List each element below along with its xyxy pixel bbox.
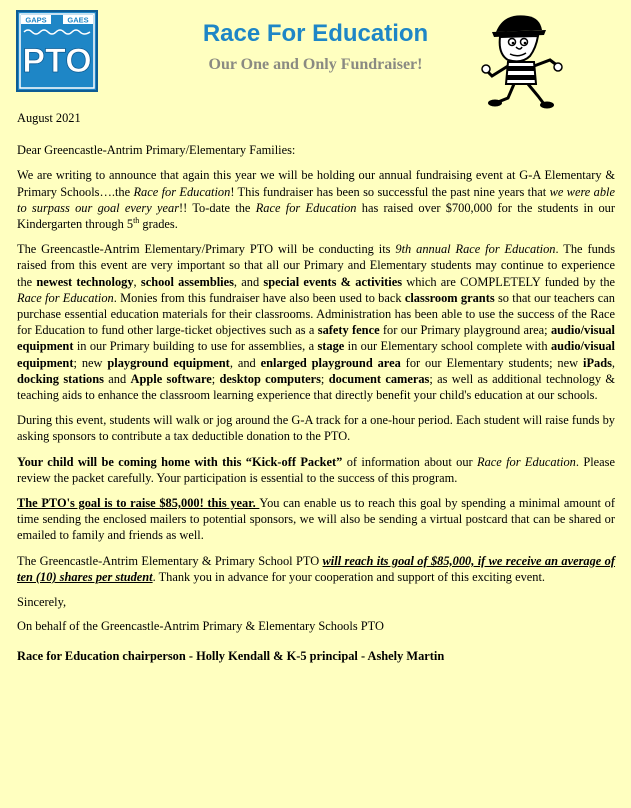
logo-right-text: GAES <box>67 15 89 25</box>
letter-date: August 2021 <box>17 111 81 125</box>
logo-left-text: GAPS <box>25 15 47 25</box>
letter-signature: Race for Education chairperson - Holly Kendall & K-5 principal - Ashely Martin <box>17 649 445 664</box>
page-subtitle: Our One and Only Fundraiser! <box>208 56 423 73</box>
letter-greeting: Dear Greencastle-Antrim Primary/Elementary Families: <box>17 143 296 158</box>
letter-behalf: On behalf of the Greencastle-Antrim Primary & Elementary Schools PTO <box>17 619 384 634</box>
paragraph-average: The Greencastle-Antrim Elementary & Primary School PTO will reach its goal of $85,000, if we receive an average of ten (10) shares per student. Thank you in advance for your cooperation and support of this exciting event. <box>17 553 615 584</box>
running-mascot-icon <box>478 10 564 110</box>
paragraph-intro: We are writing to announce that again this year we will be holding our annual fundraising event at G-A Elementary & Primary Schools….the Race for Education! This fundraiser has been so successful the past nine years that we were able to surpass our goal every year!! To-date the Race for Education has raised over $700,000 for the students in our Kindergarten through 5th grades. <box>17 168 615 232</box>
paragraph-kickoff: Your child will be coming home with this “Kick-off Packet” of information about our Race for Education. Please review the packet carefully. Your participation is essential to the success of this program. <box>17 454 615 485</box>
paragraph-event: During this event, students will walk or jog around the G-A track for a one-hour period. Each student will raise funds by asking sponsors to contribute a tax deductible donation to the PTO. <box>17 413 615 444</box>
paragraph-funds: The Greencastle-Antrim Elementary/Primary PTO will be conducting its 9th annual Race for Education. The funds raised from this event are very important so that all our Primary and Elementary students may continue to experience the newest technology, school assemblies, and special events & activities which are COMPLETELY funded by the Race for Education. Monies from this fundraiser have also been used to back classroom grants so that our teachers can purchase essential education materials for their classrooms. Administration has been able to use the success of the Race for Education to fund other large-ticket objectives such as a safety fence for our Primary playground area; audio/visual equipment in our Primary building to use for assemblies, a stage in our Elementary school complete with audio/visual equipment; new playground equipment, and enlarged playground area for our Elementary students; new iPads, docking stations and Apple software; desktop computers; document cameras; as well as additional technology & teaching aids to enhance the classroom learning experience that directly benefit your child's education at our schools. <box>17 242 616 403</box>
letter-closing: Sincerely, <box>17 595 67 610</box>
page-title: Race For Education <box>202 20 429 47</box>
paragraph-goal: The PTO's goal is to raise $85,000! this year. You can enable us to reach this goal by spending a minimal amount of time sending the enclosed mailers to potential sponsors, we will also be sending a virtual postcard that can be shared or emailed to family and friends as well. <box>17 496 615 543</box>
logo-main-text: PTO <box>22 42 92 80</box>
letter-body <box>17 110 615 674</box>
